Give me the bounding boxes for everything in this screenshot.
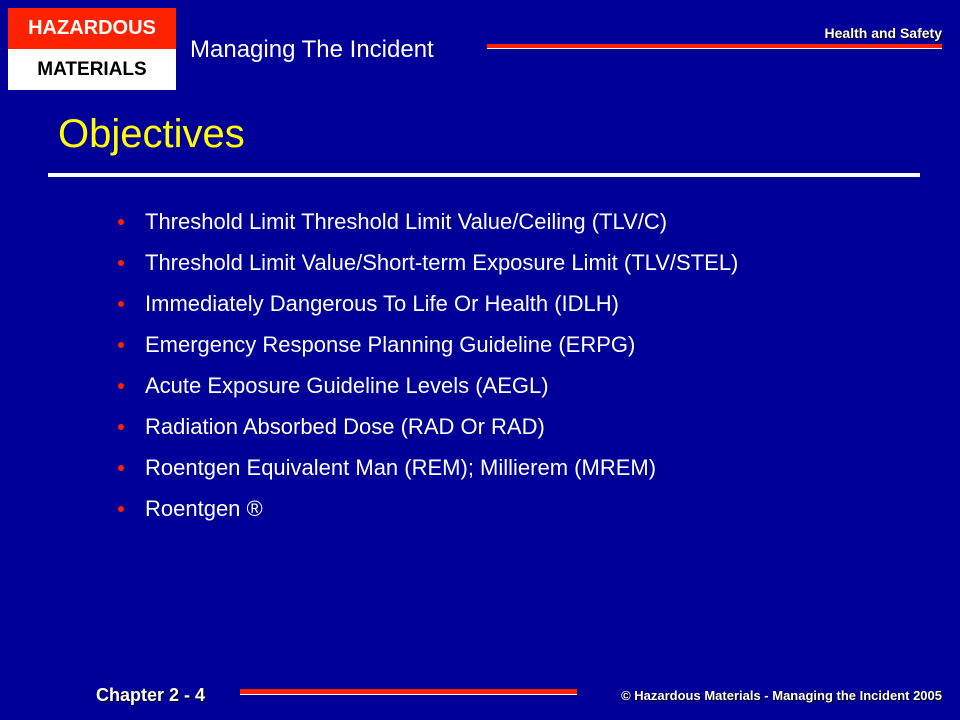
list-item bbox=[118, 447, 738, 488]
chapter-label: Chapter 2 - 4 bbox=[96, 685, 206, 705]
logo-hazardous: HAZARDOUS bbox=[8, 8, 176, 49]
slide-title: Objectives bbox=[58, 112, 245, 156]
list-item-text: Acute Exposure Guideline Levels (AEGL) bbox=[145, 373, 549, 398]
list-item-text: Radiation Absorbed Dose (RAD Or RAD) bbox=[145, 414, 545, 439]
list-item-text: Roentgen ® bbox=[145, 496, 263, 521]
objectives-list bbox=[118, 201, 738, 529]
header-divider-highlight bbox=[487, 48, 942, 49]
bullet-dot-icon bbox=[118, 260, 124, 266]
logo-materials: MATERIALS bbox=[8, 49, 176, 90]
copyright-notice: © Hazardous Materials - Managing the Incident 2005 bbox=[621, 688, 942, 703]
list-item bbox=[118, 201, 738, 242]
list-item-text: Immediately Dangerous To Life Or Health (IDLH) bbox=[145, 291, 620, 316]
list-item-text: Roentgen Equivalent Man (REM); Millierem (MREM) bbox=[145, 455, 657, 480]
list-item-text: Threshold Limit Value/Short-term Exposure Limit (TLV/STEL) bbox=[145, 250, 739, 275]
bullet-dot-icon bbox=[118, 506, 124, 512]
list-item bbox=[118, 283, 738, 324]
bullet-dot-icon bbox=[118, 424, 124, 430]
section-label: Health and Safety bbox=[824, 25, 942, 41]
hazmat-logo bbox=[8, 8, 176, 90]
list-item-text: Emergency Response Planning Guideline (ERPG) bbox=[145, 332, 636, 357]
list-item bbox=[118, 324, 738, 365]
bullet-dot-icon bbox=[118, 383, 124, 389]
list-item bbox=[118, 365, 738, 406]
title-divider bbox=[48, 173, 920, 177]
bullet-dot-icon bbox=[118, 219, 124, 225]
bullet-dot-icon bbox=[118, 465, 124, 471]
list-item bbox=[118, 242, 738, 283]
bullet-dot-icon bbox=[118, 301, 124, 307]
bullet-dot-icon bbox=[118, 342, 124, 348]
list-item bbox=[118, 488, 738, 529]
list-item-text: Threshold Limit Threshold Limit Value/Ceiling (TLV/C) bbox=[145, 209, 668, 234]
footer-divider-highlight bbox=[240, 694, 577, 695]
list-item bbox=[118, 406, 738, 447]
header-title: Managing The Incident bbox=[190, 36, 434, 63]
